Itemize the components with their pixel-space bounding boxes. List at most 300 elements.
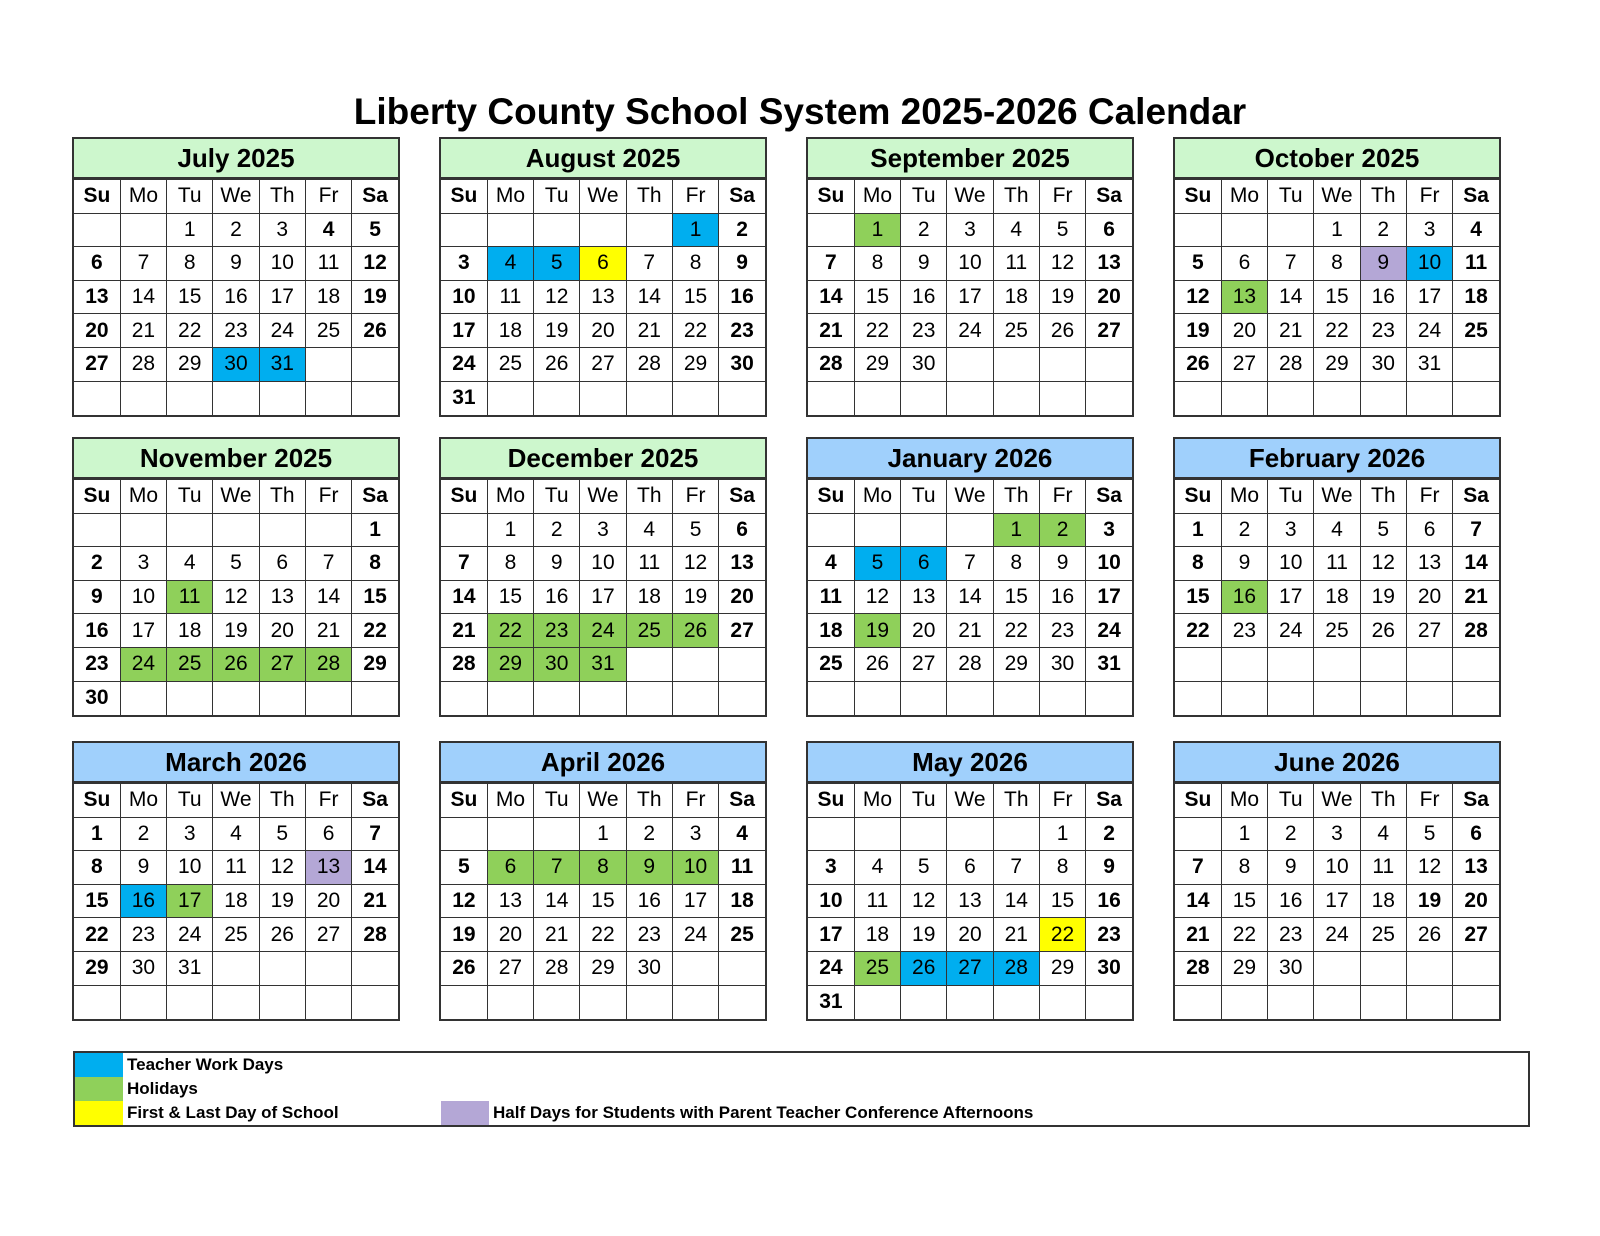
day-cell: 12 bbox=[352, 247, 398, 281]
month-grid bbox=[1175, 479, 1499, 715]
day-cell: 31 bbox=[167, 951, 213, 985]
empty-cell bbox=[534, 817, 580, 851]
weekday-header: Th bbox=[1360, 784, 1406, 818]
day-cell: 21 bbox=[120, 314, 166, 348]
day-cell: 23 bbox=[1268, 918, 1314, 952]
weekday-header: We bbox=[580, 784, 626, 818]
day-cell: 11 bbox=[626, 547, 672, 581]
month-november-2025 bbox=[72, 437, 400, 717]
weekday-header: Tu bbox=[534, 784, 580, 818]
empty-cell bbox=[993, 381, 1039, 415]
empty-cell bbox=[487, 213, 533, 247]
day-cell: 31 bbox=[808, 985, 854, 1019]
month-title: April 2026 bbox=[441, 743, 765, 783]
empty-cell bbox=[441, 985, 487, 1019]
month-grid bbox=[441, 179, 765, 415]
weekday-header: Tu bbox=[901, 180, 947, 214]
month-july-2025 bbox=[72, 137, 400, 417]
weekday-header: Su bbox=[441, 784, 487, 818]
day-cell: 20 bbox=[259, 614, 305, 648]
day-cell: 19 bbox=[352, 280, 398, 314]
day-cell: 3 bbox=[1268, 513, 1314, 547]
day-cell: 18 bbox=[305, 280, 351, 314]
day-cell: 3 bbox=[947, 213, 993, 247]
weekday-header: Mo bbox=[1221, 784, 1267, 818]
day-cell: 30 bbox=[213, 347, 259, 381]
month-grid bbox=[808, 783, 1132, 1019]
day-cell: 18 bbox=[1314, 580, 1360, 614]
day-cell: 19 bbox=[441, 918, 487, 952]
empty-cell bbox=[167, 381, 213, 415]
empty-cell bbox=[259, 681, 305, 715]
legend-swatch bbox=[441, 1101, 489, 1125]
empty-cell bbox=[947, 817, 993, 851]
weekday-header: Fr bbox=[1406, 480, 1452, 514]
weekday-header: Su bbox=[74, 784, 120, 818]
day-cell: 25 bbox=[1453, 314, 1499, 348]
month-title: July 2025 bbox=[74, 139, 398, 179]
month-title: March 2026 bbox=[74, 743, 398, 783]
day-cell: 25 bbox=[1314, 614, 1360, 648]
weekday-header: Su bbox=[808, 784, 854, 818]
day-cell: 5 bbox=[854, 547, 900, 581]
day-cell: 15 bbox=[993, 580, 1039, 614]
day-cell: 15 bbox=[580, 884, 626, 918]
day-cell: 17 bbox=[1086, 580, 1132, 614]
empty-cell bbox=[1406, 985, 1452, 1019]
day-cell: 22 bbox=[854, 314, 900, 348]
day-cell: 9 bbox=[1039, 547, 1085, 581]
weekday-header: We bbox=[947, 784, 993, 818]
day-cell: 27 bbox=[1453, 918, 1499, 952]
empty-cell bbox=[1453, 985, 1499, 1019]
day-cell: 11 bbox=[1360, 851, 1406, 885]
empty-cell bbox=[808, 817, 854, 851]
month-december-2025 bbox=[439, 437, 767, 717]
empty-cell bbox=[580, 985, 626, 1019]
day-cell: 2 bbox=[120, 817, 166, 851]
empty-cell bbox=[719, 951, 765, 985]
day-cell: 6 bbox=[719, 513, 765, 547]
day-cell: 28 bbox=[1175, 951, 1221, 985]
day-cell: 30 bbox=[120, 951, 166, 985]
month-title: May 2026 bbox=[808, 743, 1132, 783]
empty-cell bbox=[947, 513, 993, 547]
weekday-header: Th bbox=[626, 480, 672, 514]
weekday-header: Fr bbox=[305, 784, 351, 818]
empty-cell bbox=[901, 381, 947, 415]
weekday-header: Fr bbox=[305, 480, 351, 514]
day-cell: 23 bbox=[719, 314, 765, 348]
day-cell: 11 bbox=[213, 851, 259, 885]
empty-cell bbox=[213, 985, 259, 1019]
day-cell: 16 bbox=[626, 884, 672, 918]
empty-cell bbox=[1268, 381, 1314, 415]
empty-cell bbox=[808, 213, 854, 247]
empty-cell bbox=[1175, 213, 1221, 247]
day-cell: 17 bbox=[1268, 580, 1314, 614]
empty-cell bbox=[305, 381, 351, 415]
day-cell: 2 bbox=[626, 817, 672, 851]
day-cell: 22 bbox=[1175, 614, 1221, 648]
day-cell: 8 bbox=[854, 247, 900, 281]
month-grid bbox=[808, 479, 1132, 715]
day-cell: 23 bbox=[213, 314, 259, 348]
day-cell: 13 bbox=[1086, 247, 1132, 281]
weekday-header: Mo bbox=[487, 784, 533, 818]
page-title: Liberty County School System 2025-2026 Calendar bbox=[353, 91, 1247, 132]
empty-cell bbox=[672, 681, 718, 715]
day-cell: 20 bbox=[1221, 314, 1267, 348]
day-cell: 27 bbox=[259, 647, 305, 681]
day-cell: 7 bbox=[441, 547, 487, 581]
day-cell: 20 bbox=[1453, 884, 1499, 918]
day-cell: 8 bbox=[1221, 851, 1267, 885]
day-cell: 6 bbox=[1086, 213, 1132, 247]
day-cell: 7 bbox=[352, 817, 398, 851]
day-cell: 4 bbox=[719, 817, 765, 851]
month-january-2026 bbox=[806, 437, 1134, 717]
empty-cell bbox=[1406, 381, 1452, 415]
empty-cell bbox=[1175, 817, 1221, 851]
weekday-header: Mo bbox=[854, 180, 900, 214]
empty-cell bbox=[854, 817, 900, 851]
day-cell: 20 bbox=[719, 580, 765, 614]
day-cell: 13 bbox=[719, 547, 765, 581]
day-cell: 16 bbox=[1268, 884, 1314, 918]
empty-cell bbox=[1360, 951, 1406, 985]
empty-cell bbox=[1453, 647, 1499, 681]
day-cell: 6 bbox=[305, 817, 351, 851]
day-cell: 13 bbox=[305, 851, 351, 885]
weekday-header: Mo bbox=[120, 480, 166, 514]
day-cell: 9 bbox=[901, 247, 947, 281]
day-cell: 27 bbox=[1086, 314, 1132, 348]
weekday-header: Mo bbox=[1221, 180, 1267, 214]
day-cell: 11 bbox=[1314, 547, 1360, 581]
empty-cell bbox=[1086, 985, 1132, 1019]
weekday-header: Th bbox=[1360, 180, 1406, 214]
day-cell: 7 bbox=[626, 247, 672, 281]
day-cell: 29 bbox=[854, 347, 900, 381]
day-cell: 26 bbox=[901, 951, 947, 985]
day-cell: 28 bbox=[441, 647, 487, 681]
empty-cell bbox=[534, 213, 580, 247]
empty-cell bbox=[1175, 985, 1221, 1019]
weekday-header: Th bbox=[626, 180, 672, 214]
day-cell: 27 bbox=[74, 347, 120, 381]
empty-cell bbox=[305, 681, 351, 715]
day-cell: 25 bbox=[626, 614, 672, 648]
day-cell: 21 bbox=[441, 614, 487, 648]
day-cell: 19 bbox=[534, 314, 580, 348]
day-cell: 27 bbox=[719, 614, 765, 648]
weekday-header: Su bbox=[1175, 784, 1221, 818]
weekday-header: We bbox=[947, 180, 993, 214]
day-cell: 14 bbox=[1175, 884, 1221, 918]
day-cell: 25 bbox=[1360, 918, 1406, 952]
weekday-header: Th bbox=[259, 784, 305, 818]
empty-cell bbox=[1406, 951, 1452, 985]
day-cell: 5 bbox=[672, 513, 718, 547]
empty-cell bbox=[854, 381, 900, 415]
day-cell: 8 bbox=[74, 851, 120, 885]
day-cell: 4 bbox=[305, 213, 351, 247]
empty-cell bbox=[120, 213, 166, 247]
day-cell: 6 bbox=[259, 547, 305, 581]
weekday-header: Tu bbox=[534, 180, 580, 214]
weekday-header: Sa bbox=[1453, 784, 1499, 818]
empty-cell bbox=[719, 985, 765, 1019]
day-cell: 6 bbox=[580, 247, 626, 281]
day-cell: 10 bbox=[1314, 851, 1360, 885]
day-cell: 28 bbox=[120, 347, 166, 381]
empty-cell bbox=[1268, 985, 1314, 1019]
day-cell: 22 bbox=[1039, 918, 1085, 952]
weekday-header: Th bbox=[993, 480, 1039, 514]
day-cell: 21 bbox=[808, 314, 854, 348]
month-grid bbox=[808, 179, 1132, 415]
empty-cell bbox=[1314, 951, 1360, 985]
day-cell: 3 bbox=[1314, 817, 1360, 851]
day-cell: 22 bbox=[1221, 918, 1267, 952]
day-cell: 9 bbox=[719, 247, 765, 281]
weekday-header: Sa bbox=[352, 180, 398, 214]
day-cell: 26 bbox=[1175, 347, 1221, 381]
day-cell: 12 bbox=[534, 280, 580, 314]
day-cell: 25 bbox=[213, 918, 259, 952]
day-cell: 15 bbox=[74, 884, 120, 918]
empty-cell bbox=[626, 213, 672, 247]
day-cell: 11 bbox=[305, 247, 351, 281]
day-cell: 11 bbox=[1453, 247, 1499, 281]
weekday-header: Mo bbox=[120, 180, 166, 214]
weekday-header: Su bbox=[808, 180, 854, 214]
day-cell: 9 bbox=[120, 851, 166, 885]
day-cell: 17 bbox=[947, 280, 993, 314]
day-cell: 14 bbox=[993, 884, 1039, 918]
day-cell: 26 bbox=[213, 647, 259, 681]
empty-cell bbox=[1314, 681, 1360, 715]
weekday-header: Sa bbox=[1086, 784, 1132, 818]
day-cell: 30 bbox=[74, 681, 120, 715]
empty-cell bbox=[993, 817, 1039, 851]
day-cell: 15 bbox=[352, 580, 398, 614]
day-cell: 10 bbox=[808, 884, 854, 918]
day-cell: 3 bbox=[441, 247, 487, 281]
day-cell: 27 bbox=[487, 951, 533, 985]
day-cell: 27 bbox=[580, 347, 626, 381]
month-grid bbox=[74, 179, 398, 415]
weekday-header: Su bbox=[808, 480, 854, 514]
day-cell: 27 bbox=[901, 647, 947, 681]
weekday-header: Fr bbox=[672, 180, 718, 214]
day-cell: 23 bbox=[74, 647, 120, 681]
day-cell: 3 bbox=[167, 817, 213, 851]
month-june-2026 bbox=[1173, 741, 1501, 1021]
month-title: October 2025 bbox=[1175, 139, 1499, 179]
day-cell: 12 bbox=[213, 580, 259, 614]
empty-cell bbox=[947, 381, 993, 415]
day-cell: 6 bbox=[947, 851, 993, 885]
day-cell: 25 bbox=[993, 314, 1039, 348]
weekday-header: We bbox=[213, 784, 259, 818]
day-cell: 7 bbox=[1175, 851, 1221, 885]
empty-cell bbox=[259, 951, 305, 985]
day-cell: 31 bbox=[1086, 647, 1132, 681]
empty-cell bbox=[1086, 347, 1132, 381]
day-cell: 31 bbox=[1406, 347, 1452, 381]
day-cell: 1 bbox=[167, 213, 213, 247]
empty-cell bbox=[1221, 213, 1267, 247]
empty-cell bbox=[534, 381, 580, 415]
day-cell: 14 bbox=[1268, 280, 1314, 314]
day-cell: 8 bbox=[1175, 547, 1221, 581]
day-cell: 2 bbox=[534, 513, 580, 547]
day-cell: 14 bbox=[120, 280, 166, 314]
day-cell: 15 bbox=[487, 580, 533, 614]
day-cell: 10 bbox=[947, 247, 993, 281]
day-cell: 6 bbox=[1453, 817, 1499, 851]
day-cell: 24 bbox=[1086, 614, 1132, 648]
day-cell: 24 bbox=[1314, 918, 1360, 952]
empty-cell bbox=[167, 681, 213, 715]
empty-cell bbox=[167, 513, 213, 547]
day-cell: 7 bbox=[305, 547, 351, 581]
empty-cell bbox=[352, 985, 398, 1019]
day-cell: 9 bbox=[1086, 851, 1132, 885]
empty-cell bbox=[487, 985, 533, 1019]
day-cell: 1 bbox=[1221, 817, 1267, 851]
empty-cell bbox=[167, 985, 213, 1019]
weekday-header: Sa bbox=[352, 784, 398, 818]
day-cell: 14 bbox=[947, 580, 993, 614]
empty-cell bbox=[808, 513, 854, 547]
day-cell: 19 bbox=[1175, 314, 1221, 348]
day-cell: 6 bbox=[487, 851, 533, 885]
day-cell: 11 bbox=[167, 580, 213, 614]
day-cell: 19 bbox=[1039, 280, 1085, 314]
weekday-header: We bbox=[947, 480, 993, 514]
day-cell: 5 bbox=[901, 851, 947, 885]
day-cell: 2 bbox=[213, 213, 259, 247]
weekday-header: Mo bbox=[487, 480, 533, 514]
empty-cell bbox=[259, 381, 305, 415]
day-cell: 9 bbox=[534, 547, 580, 581]
day-cell: 26 bbox=[1406, 918, 1452, 952]
day-cell: 7 bbox=[808, 247, 854, 281]
empty-cell bbox=[352, 381, 398, 415]
day-cell: 16 bbox=[213, 280, 259, 314]
day-cell: 21 bbox=[993, 918, 1039, 952]
empty-cell bbox=[719, 381, 765, 415]
day-cell: 31 bbox=[441, 381, 487, 415]
weekday-header: We bbox=[580, 180, 626, 214]
day-cell: 5 bbox=[1360, 513, 1406, 547]
empty-cell bbox=[213, 681, 259, 715]
day-cell: 20 bbox=[1406, 580, 1452, 614]
empty-cell bbox=[120, 985, 166, 1019]
day-cell: 21 bbox=[534, 918, 580, 952]
day-cell: 3 bbox=[120, 547, 166, 581]
weekday-header: Mo bbox=[120, 784, 166, 818]
weekday-header: Mo bbox=[1221, 480, 1267, 514]
day-cell: 25 bbox=[854, 951, 900, 985]
empty-cell bbox=[1221, 647, 1267, 681]
day-cell: 8 bbox=[1314, 247, 1360, 281]
weekday-header: Th bbox=[993, 784, 1039, 818]
day-cell: 22 bbox=[74, 918, 120, 952]
day-cell: 4 bbox=[993, 213, 1039, 247]
day-cell: 19 bbox=[1406, 884, 1452, 918]
weekday-header: Mo bbox=[854, 784, 900, 818]
empty-cell bbox=[305, 985, 351, 1019]
empty-cell bbox=[854, 513, 900, 547]
weekday-header: We bbox=[213, 480, 259, 514]
day-cell: 22 bbox=[167, 314, 213, 348]
day-cell: 21 bbox=[1453, 580, 1499, 614]
day-cell: 2 bbox=[1039, 513, 1085, 547]
weekday-header: Tu bbox=[534, 480, 580, 514]
day-cell: 24 bbox=[580, 614, 626, 648]
day-cell: 16 bbox=[1086, 884, 1132, 918]
empty-cell bbox=[213, 513, 259, 547]
day-cell: 26 bbox=[352, 314, 398, 348]
day-cell: 28 bbox=[947, 647, 993, 681]
day-cell: 16 bbox=[719, 280, 765, 314]
day-cell: 18 bbox=[167, 614, 213, 648]
day-cell: 9 bbox=[74, 580, 120, 614]
day-cell: 27 bbox=[947, 951, 993, 985]
day-cell: 22 bbox=[672, 314, 718, 348]
empty-cell bbox=[1221, 381, 1267, 415]
day-cell: 3 bbox=[808, 851, 854, 885]
empty-cell bbox=[441, 681, 487, 715]
day-cell: 18 bbox=[719, 884, 765, 918]
day-cell: 10 bbox=[259, 247, 305, 281]
day-cell: 16 bbox=[1039, 580, 1085, 614]
month-september-2025 bbox=[806, 137, 1134, 417]
day-cell: 23 bbox=[1221, 614, 1267, 648]
empty-cell bbox=[1314, 647, 1360, 681]
empty-cell bbox=[672, 381, 718, 415]
weekday-header: Tu bbox=[167, 784, 213, 818]
day-cell: 23 bbox=[626, 918, 672, 952]
weekday-header: Fr bbox=[305, 180, 351, 214]
legend-swatch bbox=[75, 1077, 123, 1101]
day-cell: 24 bbox=[1268, 614, 1314, 648]
weekday-header: Th bbox=[626, 784, 672, 818]
day-cell: 22 bbox=[993, 614, 1039, 648]
day-cell: 15 bbox=[854, 280, 900, 314]
empty-cell bbox=[672, 647, 718, 681]
empty-cell bbox=[120, 381, 166, 415]
day-cell: 18 bbox=[626, 580, 672, 614]
legend-label: Teacher Work Days bbox=[127, 1055, 284, 1074]
day-cell: 4 bbox=[1314, 513, 1360, 547]
day-cell: 28 bbox=[993, 951, 1039, 985]
day-cell: 12 bbox=[854, 580, 900, 614]
day-cell: 18 bbox=[1360, 884, 1406, 918]
day-cell: 2 bbox=[1360, 213, 1406, 247]
empty-cell bbox=[1314, 381, 1360, 415]
day-cell: 11 bbox=[719, 851, 765, 885]
empty-cell bbox=[1039, 381, 1085, 415]
weekday-header: Sa bbox=[719, 180, 765, 214]
weekday-header: Su bbox=[1175, 180, 1221, 214]
empty-cell bbox=[1221, 985, 1267, 1019]
day-cell: 24 bbox=[259, 314, 305, 348]
